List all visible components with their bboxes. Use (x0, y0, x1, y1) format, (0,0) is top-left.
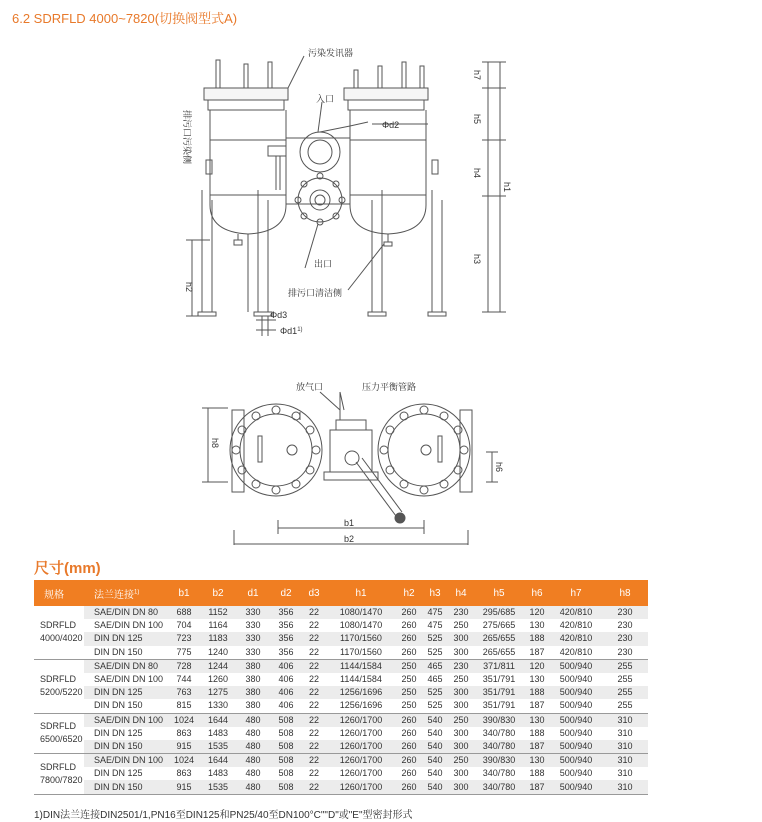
value-cell: 250 (453, 620, 469, 631)
value-cell: 260 (396, 780, 422, 794)
value-cell: 500/940 (559, 768, 593, 779)
value-cell: 500/940 (550, 713, 602, 727)
value-cell: 915 (168, 740, 200, 754)
page-title: 6.2 SDRFLD 4000~7820(切换阀型式A) (12, 11, 238, 26)
value-cell: 340/780 (474, 780, 524, 794)
value-cell: 265/655 (474, 632, 524, 645)
dimensions-heading: 尺寸(mm) (34, 560, 101, 577)
value-cell: 1256/1696 (326, 686, 396, 699)
column-header: h1 (326, 580, 396, 606)
label-inlet: 入口 (316, 94, 335, 104)
value-cell: 500/940 (550, 740, 602, 754)
value-cell: 406 (270, 659, 302, 673)
value-cell: 120 (524, 659, 550, 673)
value-cell: 250 (448, 713, 474, 727)
value-cell: 508 (270, 740, 302, 754)
value-cell: 120 (524, 606, 550, 619)
column-header: d1 (236, 580, 270, 606)
label-d2: Φd2 (382, 120, 400, 130)
value-cell: 390/830 (474, 713, 524, 727)
value-cell: 300 (448, 632, 474, 645)
value-cell: 1644 (200, 713, 236, 727)
value-cell: 1152 (200, 606, 236, 619)
value-cell: 540 (427, 727, 443, 738)
value-cell: 300 (448, 646, 474, 660)
top-view-right-flange (378, 404, 472, 496)
footnote: 1)DIN法兰连接DIN2501/1,PN16至DIN125和PN25/40至DN100°C""D"或"E"型密封形式 (34, 810, 413, 821)
label-signal: 污染发讯器 (308, 48, 354, 58)
value-cell: 22 (302, 659, 326, 673)
value-cell: 1260/1700 (326, 713, 396, 727)
label-h2: h2 (184, 282, 194, 293)
flange-cell: SAE/DIN DN 100 (84, 754, 168, 768)
value-cell: 406 (278, 674, 294, 685)
value-cell: 475 (422, 606, 448, 619)
flange-cell: SAE/DIN DN 80 (84, 659, 168, 673)
value-cell: 1260 (207, 674, 229, 685)
value-cell: 340/780 (474, 740, 524, 754)
value-cell: 351/791 (474, 686, 524, 699)
value-cell: 420/810 (550, 646, 602, 660)
value-cell: 540 (422, 740, 448, 754)
flange-cell: DIN DN 125 (84, 686, 168, 699)
value-cell: 863 (176, 727, 192, 738)
value-cell: 300 (448, 686, 474, 699)
value-cell: 356 (270, 606, 302, 619)
value-cell: 380 (236, 659, 270, 673)
value-cell: 255 (602, 659, 648, 673)
value-cell: 500/940 (550, 780, 602, 794)
value-cell: 260 (396, 632, 422, 645)
value-cell: 310 (617, 727, 633, 738)
label-h6: h6 (494, 462, 504, 473)
value-cell: 500/940 (559, 727, 593, 738)
value-cell: 1183 (200, 632, 236, 645)
value-cell: 1260/1700 (326, 740, 396, 754)
flange-cell: SAE/DIN DN 100 (94, 620, 164, 631)
value-cell: 500/940 (550, 659, 602, 673)
value-cell: 188 (524, 632, 550, 645)
value-cell: 508 (270, 754, 302, 768)
value-cell: 1024 (168, 754, 200, 768)
table-row (34, 699, 648, 713)
value-cell: 265/655 (474, 646, 524, 660)
value-cell: 230 (602, 646, 648, 660)
value-cell: 1535 (200, 780, 236, 794)
column-header: h6 (524, 580, 550, 606)
value-cell: 260 (396, 740, 422, 754)
value-cell: 815 (168, 699, 200, 713)
value-cell: 1535 (200, 740, 236, 754)
table-row (34, 740, 648, 754)
table-row (34, 780, 648, 794)
value-cell: 310 (602, 780, 648, 794)
value-cell: 1164 (208, 620, 228, 631)
value-cell: 250 (396, 659, 422, 673)
value-cell: 1260/1700 (326, 754, 396, 768)
value-cell: 380 (236, 699, 270, 713)
value-cell: 500/940 (550, 754, 602, 768)
value-cell: 1256/1696 (326, 699, 396, 713)
value-cell: 310 (602, 713, 648, 727)
label-d1: Φd1$^{1)}$ (280, 326, 303, 336)
table-row (34, 632, 648, 645)
label-h5: h5 (472, 114, 482, 125)
value-cell: 1483 (207, 727, 229, 738)
label-drain-dirty: 排污口污染侧 (182, 110, 192, 165)
table-row (34, 606, 648, 619)
bolt-holes (232, 173, 468, 494)
table-row (34, 713, 648, 727)
label-h7: h7 (472, 70, 482, 81)
value-cell: 188 (524, 686, 550, 699)
value-cell: 390/830 (474, 754, 524, 768)
value-cell: 260 (396, 606, 422, 619)
value-cell: 356 (270, 646, 302, 660)
value-cell: 480 (236, 780, 270, 794)
column-header: 法兰连接$^{1)}$ (84, 580, 168, 606)
value-cell: 230 (602, 606, 648, 619)
value-cell: 704 (176, 620, 192, 631)
value-cell: 340/780 (482, 768, 516, 779)
value-cell: 260 (396, 713, 422, 727)
column-header: h5 (474, 580, 524, 606)
value-cell: 255 (602, 686, 648, 699)
value-cell: 1080/1470 (326, 606, 396, 619)
flange-cell: DIN DN 125 (84, 632, 168, 645)
value-cell: 22 (302, 713, 326, 727)
model-cell: SDRFLD 5200/5220 (34, 659, 84, 713)
value-cell: 351/791 (474, 699, 524, 713)
value-cell: 330 (245, 620, 261, 631)
top-view-valve (324, 392, 405, 523)
value-cell: 1275 (200, 686, 236, 699)
value-cell: 1024 (168, 713, 200, 727)
label-b1: b1 (344, 518, 355, 528)
value-cell: 230 (448, 606, 474, 619)
value-cell: 500/940 (550, 686, 602, 699)
value-cell: 480 (245, 768, 261, 779)
value-cell: 255 (617, 674, 633, 685)
value-cell: 480 (236, 740, 270, 754)
value-cell: 525 (422, 699, 448, 713)
value-cell: 1170/1560 (326, 632, 396, 645)
label-balance: 压力平衡管路 (362, 382, 417, 392)
value-cell: 330 (236, 632, 270, 645)
flange-cell: SAE/DIN DN 100 (84, 713, 168, 727)
label-h1: h1 (502, 182, 512, 193)
value-cell: 22 (308, 727, 319, 738)
flange-cell: SAE/DIN DN 100 (94, 674, 164, 685)
value-cell: 130 (524, 713, 550, 727)
value-cell: 330 (236, 606, 270, 619)
value-cell: 22 (302, 740, 326, 754)
value-cell: 465 (422, 659, 448, 673)
value-cell: 1144/1584 (326, 659, 396, 673)
value-cell: 465 (427, 674, 443, 685)
value-cell: 508 (278, 727, 294, 738)
column-header: d2 (270, 580, 302, 606)
value-cell: 1260/1700 (339, 768, 383, 779)
value-cell: 775 (168, 646, 200, 660)
label-outlet: 出口 (314, 259, 333, 269)
value-cell: 260 (401, 620, 417, 631)
value-cell: 22 (302, 606, 326, 619)
value-cell: 300 (448, 780, 474, 794)
value-cell: 406 (270, 686, 302, 699)
value-cell: 300 (448, 699, 474, 713)
value-cell: 260 (401, 727, 417, 738)
column-header: b2 (200, 580, 236, 606)
value-cell: 22 (302, 632, 326, 645)
value-cell: 295/685 (474, 606, 524, 619)
left-filter-housing (198, 60, 288, 316)
table-row (34, 646, 648, 660)
value-cell: 188 (529, 727, 545, 738)
label-b2: b2 (344, 534, 355, 544)
value-cell: 380 (245, 674, 261, 685)
value-cell: 1644 (200, 754, 236, 768)
value-cell: 500/940 (550, 699, 602, 713)
value-cell: 250 (448, 754, 474, 768)
value-cell: 187 (524, 740, 550, 754)
column-header: h2 (396, 580, 422, 606)
value-cell: 260 (396, 646, 422, 660)
top-view-left-flange (230, 404, 322, 496)
value-cell: 300 (448, 740, 474, 754)
value-cell: 330 (236, 646, 270, 660)
table-row (34, 686, 648, 699)
value-cell: 371/811 (474, 659, 524, 673)
value-cell: 1170/1560 (326, 646, 396, 660)
model-cell: SDRFLD 7800/7820 (34, 754, 84, 795)
value-cell: 130 (529, 620, 545, 631)
value-cell: 525 (422, 632, 448, 645)
value-cell: 915 (168, 780, 200, 794)
value-cell: 1244 (200, 659, 236, 673)
value-cell: 340/780 (482, 727, 516, 738)
value-cell: 250 (401, 674, 417, 685)
label-h4: h4 (472, 168, 482, 179)
value-cell: 260 (396, 754, 422, 768)
value-cell: 250 (396, 686, 422, 699)
value-cell: 187 (524, 699, 550, 713)
flange-cell: DIN DN 150 (84, 646, 168, 660)
flange-cell: DIN DN 125 (94, 768, 143, 779)
right-filter-housing (344, 62, 446, 316)
value-cell: 508 (278, 768, 294, 779)
value-cell: 310 (602, 740, 648, 754)
value-cell: 728 (168, 659, 200, 673)
flange-cell: DIN DN 150 (84, 740, 168, 754)
model-cell: SDRFLD 6500/6520 (34, 713, 84, 754)
value-cell: 310 (617, 768, 633, 779)
label-vent: 放气口 (296, 382, 324, 392)
value-cell: 420/810 (550, 606, 602, 619)
value-cell: 230 (448, 659, 474, 673)
value-cell: 540 (422, 713, 448, 727)
flange-cell: DIN DN 125 (94, 727, 143, 738)
value-cell: 250 (453, 674, 469, 685)
value-cell: 688 (168, 606, 200, 619)
value-cell: 380 (236, 686, 270, 699)
table-row (34, 754, 648, 768)
value-cell: 255 (602, 699, 648, 713)
value-cell: 188 (529, 768, 545, 779)
value-cell: 310 (602, 754, 648, 768)
value-cell: 525 (422, 686, 448, 699)
value-cell: 1080/1470 (339, 620, 383, 631)
table-row (34, 767, 648, 780)
value-cell: 130 (529, 674, 545, 685)
value-cell: 230 (602, 632, 648, 645)
flange-cell: DIN DN 150 (84, 780, 168, 794)
value-cell: 420/810 (559, 620, 593, 631)
table-row (34, 673, 648, 686)
value-cell: 356 (270, 632, 302, 645)
value-cell: 406 (270, 699, 302, 713)
value-cell: 187 (524, 646, 550, 660)
value-cell: 300 (453, 727, 469, 738)
label-drain-clean: 排污口清洁侧 (288, 288, 343, 298)
value-cell: 744 (176, 674, 192, 685)
table-row (34, 619, 648, 632)
value-cell: 480 (245, 727, 261, 738)
value-cell: 763 (168, 686, 200, 699)
value-cell: 250 (396, 699, 422, 713)
value-cell: 475 (427, 620, 443, 631)
column-header: h3 (422, 580, 448, 606)
value-cell: 1144/1584 (340, 674, 382, 685)
flange-cell: SAE/DIN DN 80 (84, 606, 168, 619)
value-cell: 22 (302, 646, 326, 660)
label-h8: h8 (210, 438, 220, 449)
value-cell: 356 (278, 620, 294, 631)
column-header: h7 (550, 580, 602, 606)
model-cell: SDRFLD 4000/4020 (34, 606, 84, 659)
value-cell: 230 (617, 620, 633, 631)
table-header-row (34, 580, 648, 606)
value-cell: 540 (422, 780, 448, 794)
value-cell: 260 (401, 768, 417, 779)
value-cell: 22 (308, 620, 319, 631)
value-cell: 187 (524, 780, 550, 794)
value-cell: 525 (422, 646, 448, 660)
value-cell: 300 (453, 768, 469, 779)
value-cell: 22 (308, 768, 319, 779)
label-h3: h3 (472, 254, 482, 265)
value-cell: 1483 (207, 768, 229, 779)
value-cell: 22 (302, 780, 326, 794)
value-cell: 480 (236, 754, 270, 768)
value-cell: 1330 (200, 699, 236, 713)
value-cell: 500/940 (559, 674, 593, 685)
changeover-valve (248, 122, 368, 312)
value-cell: 275/665 (482, 620, 516, 631)
table-row (34, 727, 648, 740)
column-header: h8 (602, 580, 648, 606)
value-cell: 22 (308, 674, 319, 685)
value-cell: 351/791 (482, 674, 516, 685)
value-cell: 508 (270, 713, 302, 727)
value-cell: 540 (427, 768, 443, 779)
flange-cell: DIN DN 150 (84, 699, 168, 713)
value-cell: 480 (236, 713, 270, 727)
value-cell: 863 (176, 768, 192, 779)
value-cell: 22 (302, 754, 326, 768)
value-cell: 22 (302, 699, 326, 713)
table-row (34, 659, 648, 673)
column-header: b1 (168, 580, 200, 606)
column-header: 规格 (34, 580, 84, 606)
value-cell: 723 (168, 632, 200, 645)
column-header: d3 (302, 580, 326, 606)
value-cell: 1240 (200, 646, 236, 660)
column-header: h4 (448, 580, 474, 606)
value-cell: 130 (524, 754, 550, 768)
label-d3: Φd3 (270, 310, 288, 320)
value-cell: 540 (422, 754, 448, 768)
value-cell: 1260/1700 (326, 780, 396, 794)
dimension-table (34, 580, 648, 795)
value-cell: 1260/1700 (339, 727, 383, 738)
value-cell: 420/810 (550, 632, 602, 645)
value-cell: 508 (270, 780, 302, 794)
value-cell: 22 (302, 686, 326, 699)
